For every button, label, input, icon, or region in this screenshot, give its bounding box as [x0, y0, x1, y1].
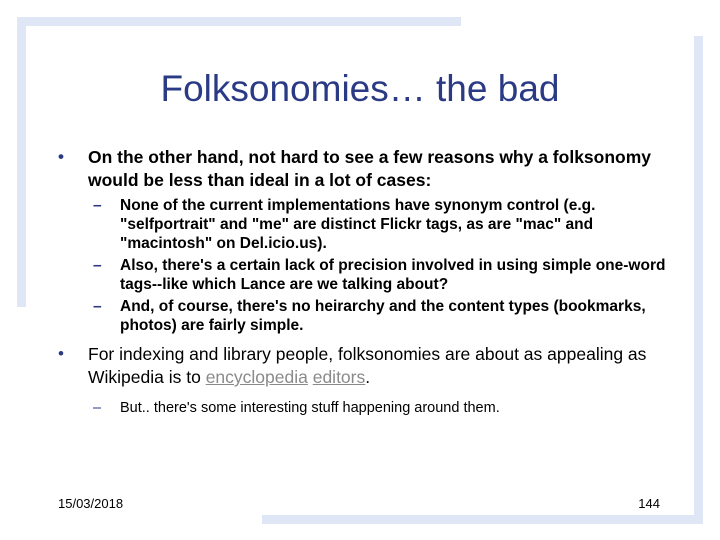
frame-right-bar	[694, 36, 703, 522]
footer-date: 15/03/2018	[58, 496, 124, 511]
frame-left-bar	[17, 17, 26, 307]
bullet-marker: •	[58, 344, 64, 363]
sub-bullet-1-1-text: None of the current implementations have synonym control (e.g. "selfportrait" and "me" are distinct Flickr tags, as are "mac" and "macintosh" on Del.icio.us).	[120, 197, 596, 252]
slide-content	[58, 146, 668, 418]
encyclopedia-link[interactable]: encyclopedia	[205, 367, 308, 387]
bullet-marker: •	[58, 147, 64, 166]
dash-marker: –	[93, 197, 102, 214]
sub-bullet-1-2	[58, 256, 668, 294]
bullet-1-text: On the other hand, not hard to see a few reasons why a folksonomy would be less than ideal in a lot of cases:	[88, 147, 652, 190]
bullet-2	[58, 343, 668, 389]
bullet-1	[58, 146, 668, 192]
sub-bullet-1-3-text: And, of course, there's no heirarchy and the content types (bookmarks, photos) are fairly simple.	[120, 298, 646, 334]
frame-bottom-bar	[262, 515, 703, 524]
bullet-2-text-end: .	[365, 367, 371, 387]
page-number: 144	[638, 496, 660, 511]
sub-bullet-1-2-text: Also, there's a certain lack of precision involved in using simple one-word tags--like which Lance are we talking about?	[120, 257, 666, 293]
sub-bullet-1-3	[58, 297, 668, 335]
bullet-2-text-start: For indexing and library people, folksonomies are about as appealing as Wikipedia is to	[88, 344, 647, 387]
sub-bullet-2-1	[58, 399, 668, 418]
dash-marker: –	[93, 257, 102, 274]
dash-marker: –	[93, 298, 102, 315]
slide-title: Folksonomies… the bad	[160, 68, 560, 109]
dash-marker: –	[93, 400, 102, 416]
bullet-2-text	[88, 344, 646, 387]
editors-link[interactable]: editors	[312, 367, 366, 387]
sub-bullet-2-1-text: But.. there's some interesting stuff happening around them.	[120, 400, 500, 416]
frame-top-bar	[17, 17, 461, 26]
sub-bullet-1-1	[58, 196, 668, 253]
